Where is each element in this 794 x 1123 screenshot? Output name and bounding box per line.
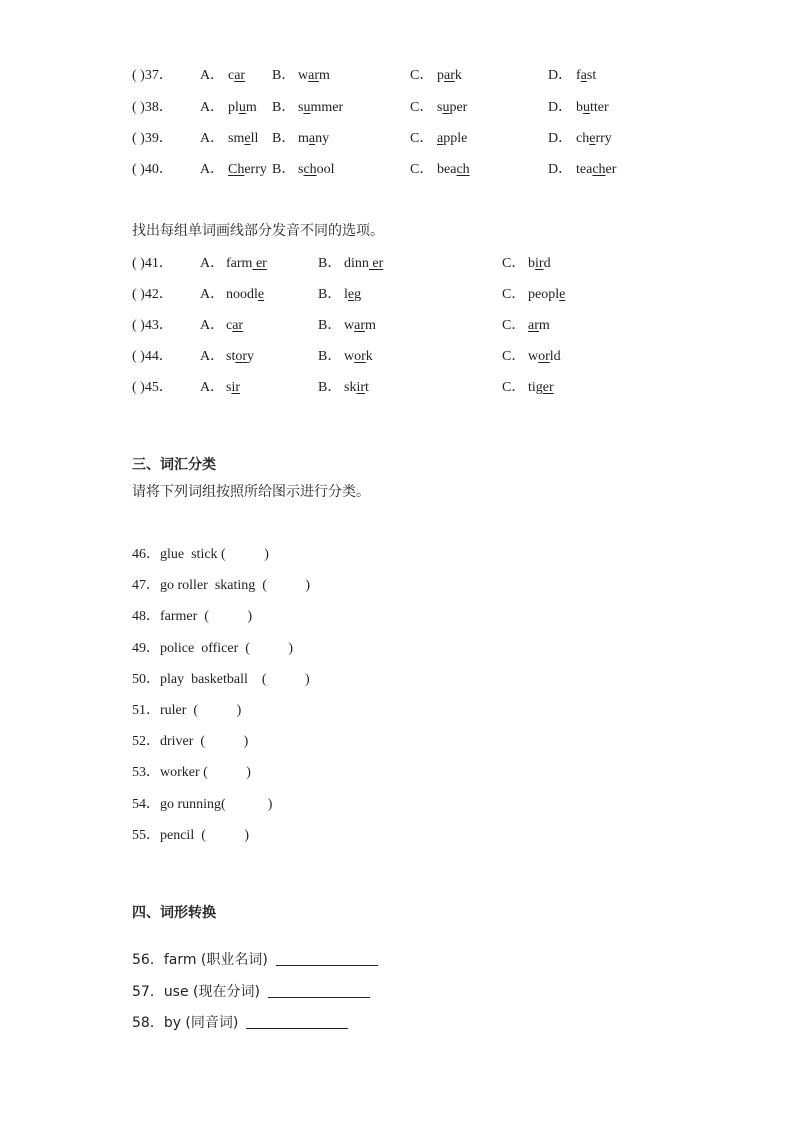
instruction-pronunciation: 找出每组单词画线部分发音不同的选项。 xyxy=(132,223,384,239)
underlined-part: ch xyxy=(592,162,606,177)
word-part: rry xyxy=(595,131,612,146)
answer-blank[interactable]: ( )37． xyxy=(132,68,173,83)
word-part: k xyxy=(454,68,462,83)
option-letter-c: C． xyxy=(410,100,434,115)
option-letter-d: D． xyxy=(548,131,573,146)
option-word xyxy=(344,256,383,271)
option-word xyxy=(576,100,609,115)
word-part: sm xyxy=(228,131,245,146)
option-word xyxy=(576,131,612,146)
option-c xyxy=(528,378,554,398)
option-word xyxy=(528,256,551,271)
word-part: k xyxy=(365,349,373,364)
word-part: erry xyxy=(244,162,267,177)
option-letter-d: D． xyxy=(548,68,573,83)
option-letter-b: B． xyxy=(318,256,342,271)
word-part: t xyxy=(365,380,369,395)
word-part: s xyxy=(298,100,304,115)
option-letter-b: B． xyxy=(272,100,296,115)
option-d xyxy=(576,66,596,86)
word-part: c xyxy=(226,318,233,333)
option-a xyxy=(226,316,243,336)
underlined-part: or xyxy=(235,349,248,364)
option-d xyxy=(576,160,616,180)
word-part: m xyxy=(298,131,309,146)
option-b xyxy=(298,160,335,180)
option-word xyxy=(228,162,267,177)
option-b xyxy=(344,285,361,305)
underlined-part: a xyxy=(437,131,444,146)
option-word xyxy=(298,162,335,177)
word-part: l xyxy=(344,287,348,302)
option-letter-c: C． xyxy=(502,318,526,333)
option-b xyxy=(298,98,343,118)
option-b xyxy=(344,378,369,398)
classification-item[interactable]: 50．play basketball ( ) xyxy=(132,671,310,687)
word-form-item xyxy=(132,950,378,970)
word-part: tig xyxy=(528,380,543,395)
underlined-part: ar xyxy=(234,68,246,83)
underlined-part: u xyxy=(303,100,311,115)
answer-line[interactable] xyxy=(276,951,378,966)
word-part: st xyxy=(226,349,236,364)
word-part: per xyxy=(449,100,468,115)
section3-title: 三、词汇分类 xyxy=(132,457,216,473)
option-word xyxy=(528,318,550,333)
classification-item[interactable]: 49．police officer ( ) xyxy=(132,640,294,656)
underlined-part: ch xyxy=(303,162,317,177)
underlined-part: er xyxy=(542,380,554,395)
underlined-part: ar xyxy=(444,68,455,83)
option-c xyxy=(437,98,467,118)
option-word xyxy=(344,318,376,333)
word-part: ool xyxy=(316,162,335,177)
answer-line[interactable] xyxy=(246,1014,348,1029)
option-word xyxy=(344,380,369,395)
option-word xyxy=(437,162,470,177)
option-b xyxy=(344,316,376,336)
classification-item[interactable]: 55．pencil ( ) xyxy=(132,827,250,843)
option-word xyxy=(226,287,264,302)
answer-blank[interactable]: ( )42． xyxy=(132,287,173,302)
option-c xyxy=(437,129,467,149)
underlined-part: e xyxy=(244,131,251,146)
classification-item[interactable]: 48．farmer ( ) xyxy=(132,609,253,625)
underlined-part: ir xyxy=(535,256,544,271)
word-form-prompt: 57．use (现在分词) xyxy=(132,984,260,1000)
word-part: m xyxy=(319,68,330,83)
word-part: tter xyxy=(590,100,609,115)
option-letter-c: C． xyxy=(502,256,526,271)
option-a xyxy=(226,347,254,367)
underlined-part: er xyxy=(368,256,384,271)
option-b xyxy=(298,66,330,86)
option-c xyxy=(528,285,565,305)
option-letter-a: A． xyxy=(200,162,225,177)
word-part: s xyxy=(226,380,232,395)
option-word xyxy=(298,100,343,115)
underlined-part: er xyxy=(252,256,267,271)
word-part: b xyxy=(576,100,583,115)
option-letter-a: A． xyxy=(200,287,225,302)
option-letter-c: C． xyxy=(410,162,434,177)
option-a xyxy=(226,254,267,274)
option-word xyxy=(437,100,467,115)
option-letter-d: D． xyxy=(548,162,573,177)
option-letter-c: C． xyxy=(502,349,526,364)
option-word xyxy=(528,349,561,364)
option-letter-b: B． xyxy=(272,68,296,83)
option-word xyxy=(298,131,329,146)
word-form-item xyxy=(132,1013,348,1033)
underlined-part: ir xyxy=(356,380,366,395)
option-word xyxy=(228,100,257,115)
word-part: m xyxy=(245,100,257,115)
option-letter-b: B． xyxy=(318,318,342,333)
option-word xyxy=(437,131,467,146)
section3-instruction: 请将下列词组按照所给图示进行分类。 xyxy=(132,484,370,500)
underlined-part: Ch xyxy=(228,162,245,177)
word-part: p xyxy=(437,68,444,83)
word-part: s xyxy=(437,100,443,115)
option-word xyxy=(576,68,596,83)
underlined-part: u xyxy=(238,100,246,115)
option-word xyxy=(344,349,373,364)
option-d xyxy=(576,129,612,149)
option-a xyxy=(226,285,264,305)
underlined-part: ch xyxy=(456,162,470,177)
underlined-part: e xyxy=(257,287,265,302)
underlined-part: ar xyxy=(528,318,539,333)
option-c xyxy=(437,160,470,180)
word-part: w xyxy=(344,318,355,333)
word-part: f xyxy=(576,68,581,83)
word-part: dinn xyxy=(344,256,369,271)
option-c xyxy=(528,347,561,367)
classification-item[interactable]: 51．ruler ( ) xyxy=(132,703,242,718)
word-part: mmer xyxy=(310,100,344,115)
option-letter-d: D． xyxy=(548,100,573,115)
option-word xyxy=(528,287,565,302)
word-form-prompt: 56．farm (职业名词) xyxy=(132,952,268,968)
word-form-item xyxy=(132,982,370,1002)
option-a xyxy=(228,129,258,149)
option-c xyxy=(528,316,550,336)
option-letter-c: C． xyxy=(410,131,434,146)
option-word xyxy=(228,68,245,83)
answer-blank[interactable]: ( )44． xyxy=(132,349,173,364)
word-part: bea xyxy=(437,162,457,177)
option-letter-a: A． xyxy=(200,318,225,333)
answer-blank[interactable]: ( )41． xyxy=(132,256,173,271)
word-part: st xyxy=(586,68,597,83)
classification-item[interactable]: 46．glue stick ( ) xyxy=(132,547,269,562)
underlined-part: a xyxy=(580,68,587,83)
answer-blank[interactable]: ( )38． xyxy=(132,100,173,115)
option-word xyxy=(298,68,330,83)
option-word xyxy=(226,318,243,333)
option-word xyxy=(226,380,240,395)
option-letter-a: A． xyxy=(200,256,225,271)
word-part: peopl xyxy=(528,287,560,302)
option-a xyxy=(226,378,240,398)
option-a xyxy=(228,66,245,86)
underlined-part: ir xyxy=(231,380,241,395)
option-a xyxy=(228,160,267,180)
word-part: w xyxy=(298,68,309,83)
option-b xyxy=(298,129,329,149)
classification-item[interactable]: 53．worker ( ) xyxy=(132,765,251,781)
word-form-prompt: 58．by (同音词) xyxy=(132,1015,239,1031)
word-part: pl xyxy=(228,100,239,115)
word-part: w xyxy=(528,349,539,364)
word-part: ny xyxy=(315,131,330,146)
classification-item[interactable]: 47．go roller skating ( ) xyxy=(132,578,311,594)
underlined-part: ar xyxy=(232,318,244,333)
option-letter-b: B． xyxy=(318,287,342,302)
answer-blank[interactable]: ( )43． xyxy=(132,318,173,333)
word-part: m xyxy=(538,318,550,333)
option-letter-a: A． xyxy=(200,68,225,83)
option-letter-a: A． xyxy=(200,100,225,115)
underlined-part: u xyxy=(442,100,450,115)
option-word xyxy=(528,380,554,395)
option-b xyxy=(344,254,383,274)
option-letter-c: C． xyxy=(410,68,434,83)
option-letter-a: A． xyxy=(200,349,225,364)
underlined-part: a xyxy=(308,131,316,146)
option-letter-c: C． xyxy=(502,287,526,302)
word-part: w xyxy=(344,349,355,364)
word-part: m xyxy=(365,318,376,333)
option-letter-b: B． xyxy=(272,131,296,146)
section4-title: 四、词形转换 xyxy=(132,905,216,921)
word-part: d xyxy=(543,256,551,271)
option-word xyxy=(226,349,254,364)
word-part: y xyxy=(247,349,255,364)
word-part: c xyxy=(228,68,235,83)
word-part: b xyxy=(528,256,535,271)
option-word xyxy=(226,256,267,271)
answer-blank[interactable]: ( )39． xyxy=(132,131,173,146)
word-part: er xyxy=(605,162,617,177)
word-part: sk xyxy=(344,380,357,395)
option-word xyxy=(344,287,361,302)
option-c xyxy=(528,254,551,274)
option-letter-c: C． xyxy=(502,380,526,395)
classification-item[interactable]: 52．driver ( ) xyxy=(132,734,249,750)
option-letter-b: B． xyxy=(318,349,342,364)
underlined-part: ar xyxy=(354,318,366,333)
word-part: ll xyxy=(250,131,259,146)
option-letter-a: A． xyxy=(200,131,225,146)
underlined-part: or xyxy=(354,349,366,364)
word-part: tea xyxy=(576,162,593,177)
option-letter-a: A． xyxy=(200,380,225,395)
answer-blank[interactable]: ( )40． xyxy=(132,162,173,177)
underlined-part: e xyxy=(589,131,596,146)
answer-line[interactable] xyxy=(268,983,370,998)
word-part: ch xyxy=(576,131,590,146)
option-word xyxy=(576,162,616,177)
underlined-part: ar xyxy=(308,68,320,83)
word-part: farm xyxy=(226,256,253,271)
option-d xyxy=(576,98,609,118)
underlined-part: eg xyxy=(347,287,362,302)
answer-blank[interactable]: ( )45． xyxy=(132,380,173,395)
underlined-part: or xyxy=(538,349,550,364)
option-a xyxy=(228,98,257,118)
option-word xyxy=(228,131,258,146)
word-part: s xyxy=(298,162,304,177)
word-part: pple xyxy=(443,131,468,146)
underlined-part: e xyxy=(559,287,566,302)
classification-item[interactable]: 54．go running( ) xyxy=(132,796,273,812)
word-part: ld xyxy=(549,349,561,364)
option-word xyxy=(437,68,462,83)
option-b xyxy=(344,347,373,367)
option-c xyxy=(437,66,462,86)
option-letter-b: B． xyxy=(272,162,296,177)
option-letter-b: B． xyxy=(318,380,342,395)
underlined-part: u xyxy=(583,100,590,115)
word-part: noodl xyxy=(226,287,258,302)
